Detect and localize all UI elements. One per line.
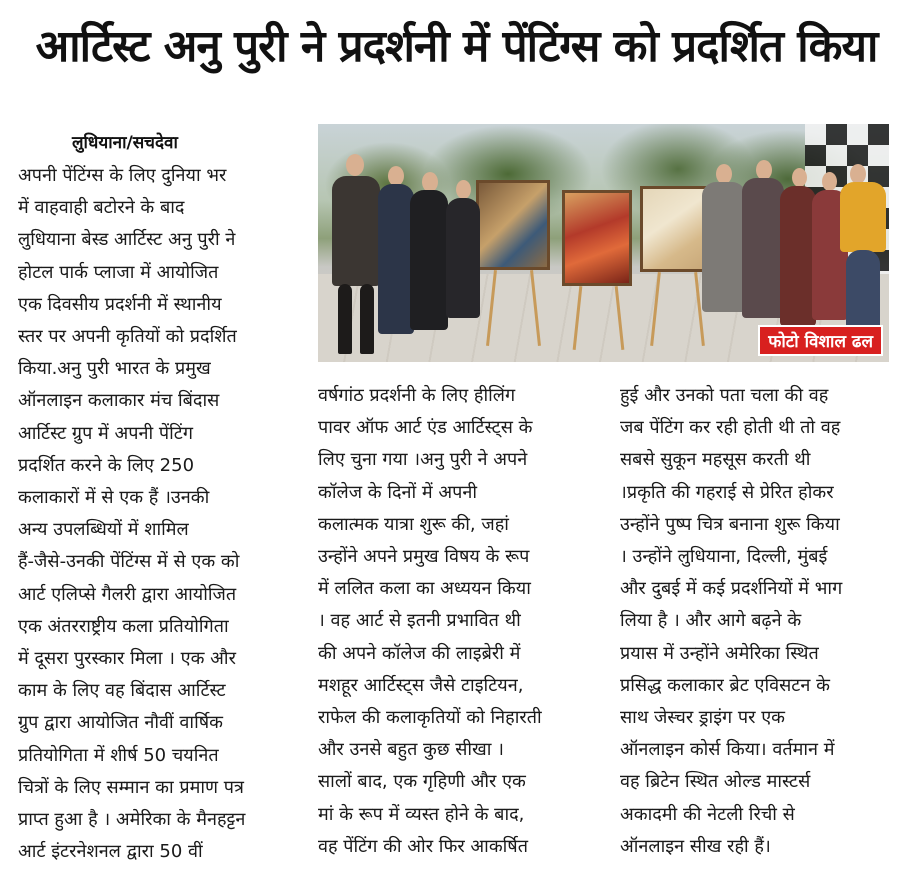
- article-line: कलाकारों में से एक हैं ।उनकी: [18, 487, 210, 509]
- article-line: साथ जेस्चर ड्राइंग पर एक: [620, 707, 785, 729]
- article-line: । वह आर्ट से इतनी प्रभावित थी: [318, 610, 521, 632]
- article-line: मां के रूप में व्यस्त होने के बाद,: [318, 803, 525, 825]
- person-head: [850, 164, 866, 184]
- article-line: और उनसे बहुत कुछ सीखा ।: [318, 739, 504, 761]
- article-column-3: [620, 380, 890, 863]
- article-line: सबसे सुकून महसूस करती थी: [620, 449, 811, 471]
- person-head: [792, 168, 807, 187]
- article-line: प्रदर्शित करने के लिए 250: [18, 454, 195, 476]
- article-column-2: [318, 380, 588, 863]
- person-head: [716, 164, 732, 184]
- person-boot: [360, 284, 374, 354]
- article-line: ग्रुप द्वारा आयोजित नौवीं वार्षिक: [18, 712, 223, 734]
- article-line: राफेल की कलाकृतियों को निहारती: [318, 707, 542, 729]
- dateline: लुधियाना/सचदेवा: [72, 133, 178, 153]
- article-line: लिए चुना गया ।अनु पुरी ने अपने: [318, 449, 528, 471]
- article-line: में वाहवाही बटोरने के बाद: [18, 197, 185, 219]
- article-line: किया.अनु पुरी भारत के प्रमुख: [18, 358, 211, 380]
- person-head: [822, 172, 837, 191]
- person-guest: [410, 190, 448, 330]
- person-head: [756, 160, 772, 180]
- article-line: मशहूर आर्टिस्ट्स जैसे टाइटियन,: [318, 674, 524, 696]
- article-line: एक दिवसीय प्रदर्शनी में स्थानीय: [18, 293, 222, 315]
- person-boot: [338, 284, 352, 354]
- person-guest: [702, 182, 746, 312]
- article-line: प्राप्त हुआ है । अमेरिका के मैनहट्टन: [18, 809, 246, 831]
- person-guest: [446, 198, 480, 318]
- article-line: अकादमी की नेटली रिची से: [620, 803, 795, 825]
- painting-madonna: [476, 180, 550, 270]
- photo-credit: फोटो विशाल ढल: [758, 325, 883, 356]
- article-line: पावर ऑफ आर्ट एंड आर्टिस्ट्स के: [318, 417, 533, 439]
- person-head: [422, 172, 438, 192]
- article-line: स्तर पर अपनी कृतियों को प्रदर्शित: [18, 326, 237, 348]
- article-line: प्रयास में उन्होंने अमेरिका स्थित: [620, 642, 819, 664]
- person-guest: [742, 178, 784, 318]
- article-line: लिया है । और आगे बढ़ने के: [620, 610, 802, 632]
- article-line: ऑनलाइन सीख रही हैं।: [620, 835, 771, 857]
- article-line: प्रसिद्ध कलाकार ब्रेट एविसटन के: [620, 674, 830, 696]
- person-guest: [846, 250, 880, 330]
- article-line: में दूसरा पुरस्कार मिला । एक और: [18, 648, 236, 670]
- article-line: अपनी पेंटिंग्स के लिए दुनिया भर: [18, 165, 227, 186]
- article-line: ऑनलाइन कोर्स किया। वर्तमान में: [620, 739, 835, 761]
- painting-red-dancer: [562, 190, 632, 286]
- article-line: आर्ट इंटरनेशनल द्वारा 50 वीं: [18, 841, 203, 863]
- article-line: कलात्मक यात्रा शुरू की, जहां: [318, 513, 509, 535]
- article-line: वह पेंटिंग की ओर फिर आकर्षित: [318, 835, 528, 857]
- article-line: हुई और उनको पता चला की वह: [620, 385, 829, 406]
- article-line: चित्रों के लिए सम्मान का प्रमाण पत्र: [18, 776, 244, 798]
- article-line: हैं-जैसे-उनकी पेंटिंग्स में से एक को: [18, 551, 240, 573]
- person-guest: [378, 184, 414, 334]
- article-line: आर्ट एलिप्से गैलरी द्वारा आयोजित: [18, 583, 237, 605]
- event-photo: [318, 124, 889, 362]
- article-line: । उन्होंने लुधियाना, दिल्ली, मुंबई: [620, 546, 828, 568]
- article-line: और दुबई में कई प्रदर्शनियों में भाग: [620, 578, 843, 600]
- article-line: वह ब्रिटेन स्थित ओल्ड मास्टर्स: [620, 771, 811, 793]
- article-line: एक अंतरराष्ट्रीय कला प्रतियोगिता: [18, 615, 229, 637]
- person-head: [388, 166, 404, 186]
- article-line: में ललित कला का अध्ययन किया: [318, 578, 531, 600]
- article-line: लुधियाना बेस्ड आर्टिस्ट अनु पुरी ने: [18, 229, 236, 251]
- article-line: वर्षगांठ प्रदर्शनी के लिए हीलिंग: [318, 385, 516, 406]
- person-guest: [840, 182, 886, 252]
- article-line: कॉलेज के दिनों में अपनी: [318, 481, 478, 503]
- person-head: [456, 180, 471, 199]
- article-line: उन्होंने पुष्प चित्र बनाना शुरू किया: [620, 513, 840, 535]
- person-guest: [780, 186, 816, 326]
- headline: आर्टिस्ट अनु पुरी ने प्रदर्शनी में पेंटिंग्स को प्रदर्शित किया: [35, 21, 878, 72]
- person-head: [346, 154, 364, 176]
- person-artist: [332, 176, 380, 286]
- article-line: काम के लिए वह बिंदास आर्टिस्ट: [18, 680, 226, 702]
- article-line: होटल पार्क प्लाजा में आयोजित: [18, 261, 219, 283]
- article-line: आर्टिस्ट ग्रुप में अपनी पेंटिंग: [18, 422, 193, 444]
- article-line: प्रतियोगिता में शीर्ष 50 चयनित: [18, 744, 219, 766]
- article-line: उन्होंने अपने प्रमुख विषय के रूप: [318, 546, 530, 568]
- article-line: की अपने कॉलेज की लाइब्रेरी में: [318, 642, 521, 664]
- article-column-1: [18, 160, 286, 868]
- article-line: जब पेंटिंग कर रही होती थी तो वह: [620, 417, 841, 439]
- article-line: सालों बाद, एक गृहिणी और एक: [318, 771, 526, 793]
- article-line: ।प्रकृति की गहराई से प्रेरित होकर: [620, 481, 834, 503]
- article-line: ऑनलाइन कलाकार मंच बिंदास: [18, 390, 220, 412]
- article-line: अन्य उपलब्धियों में शामिल: [18, 519, 189, 541]
